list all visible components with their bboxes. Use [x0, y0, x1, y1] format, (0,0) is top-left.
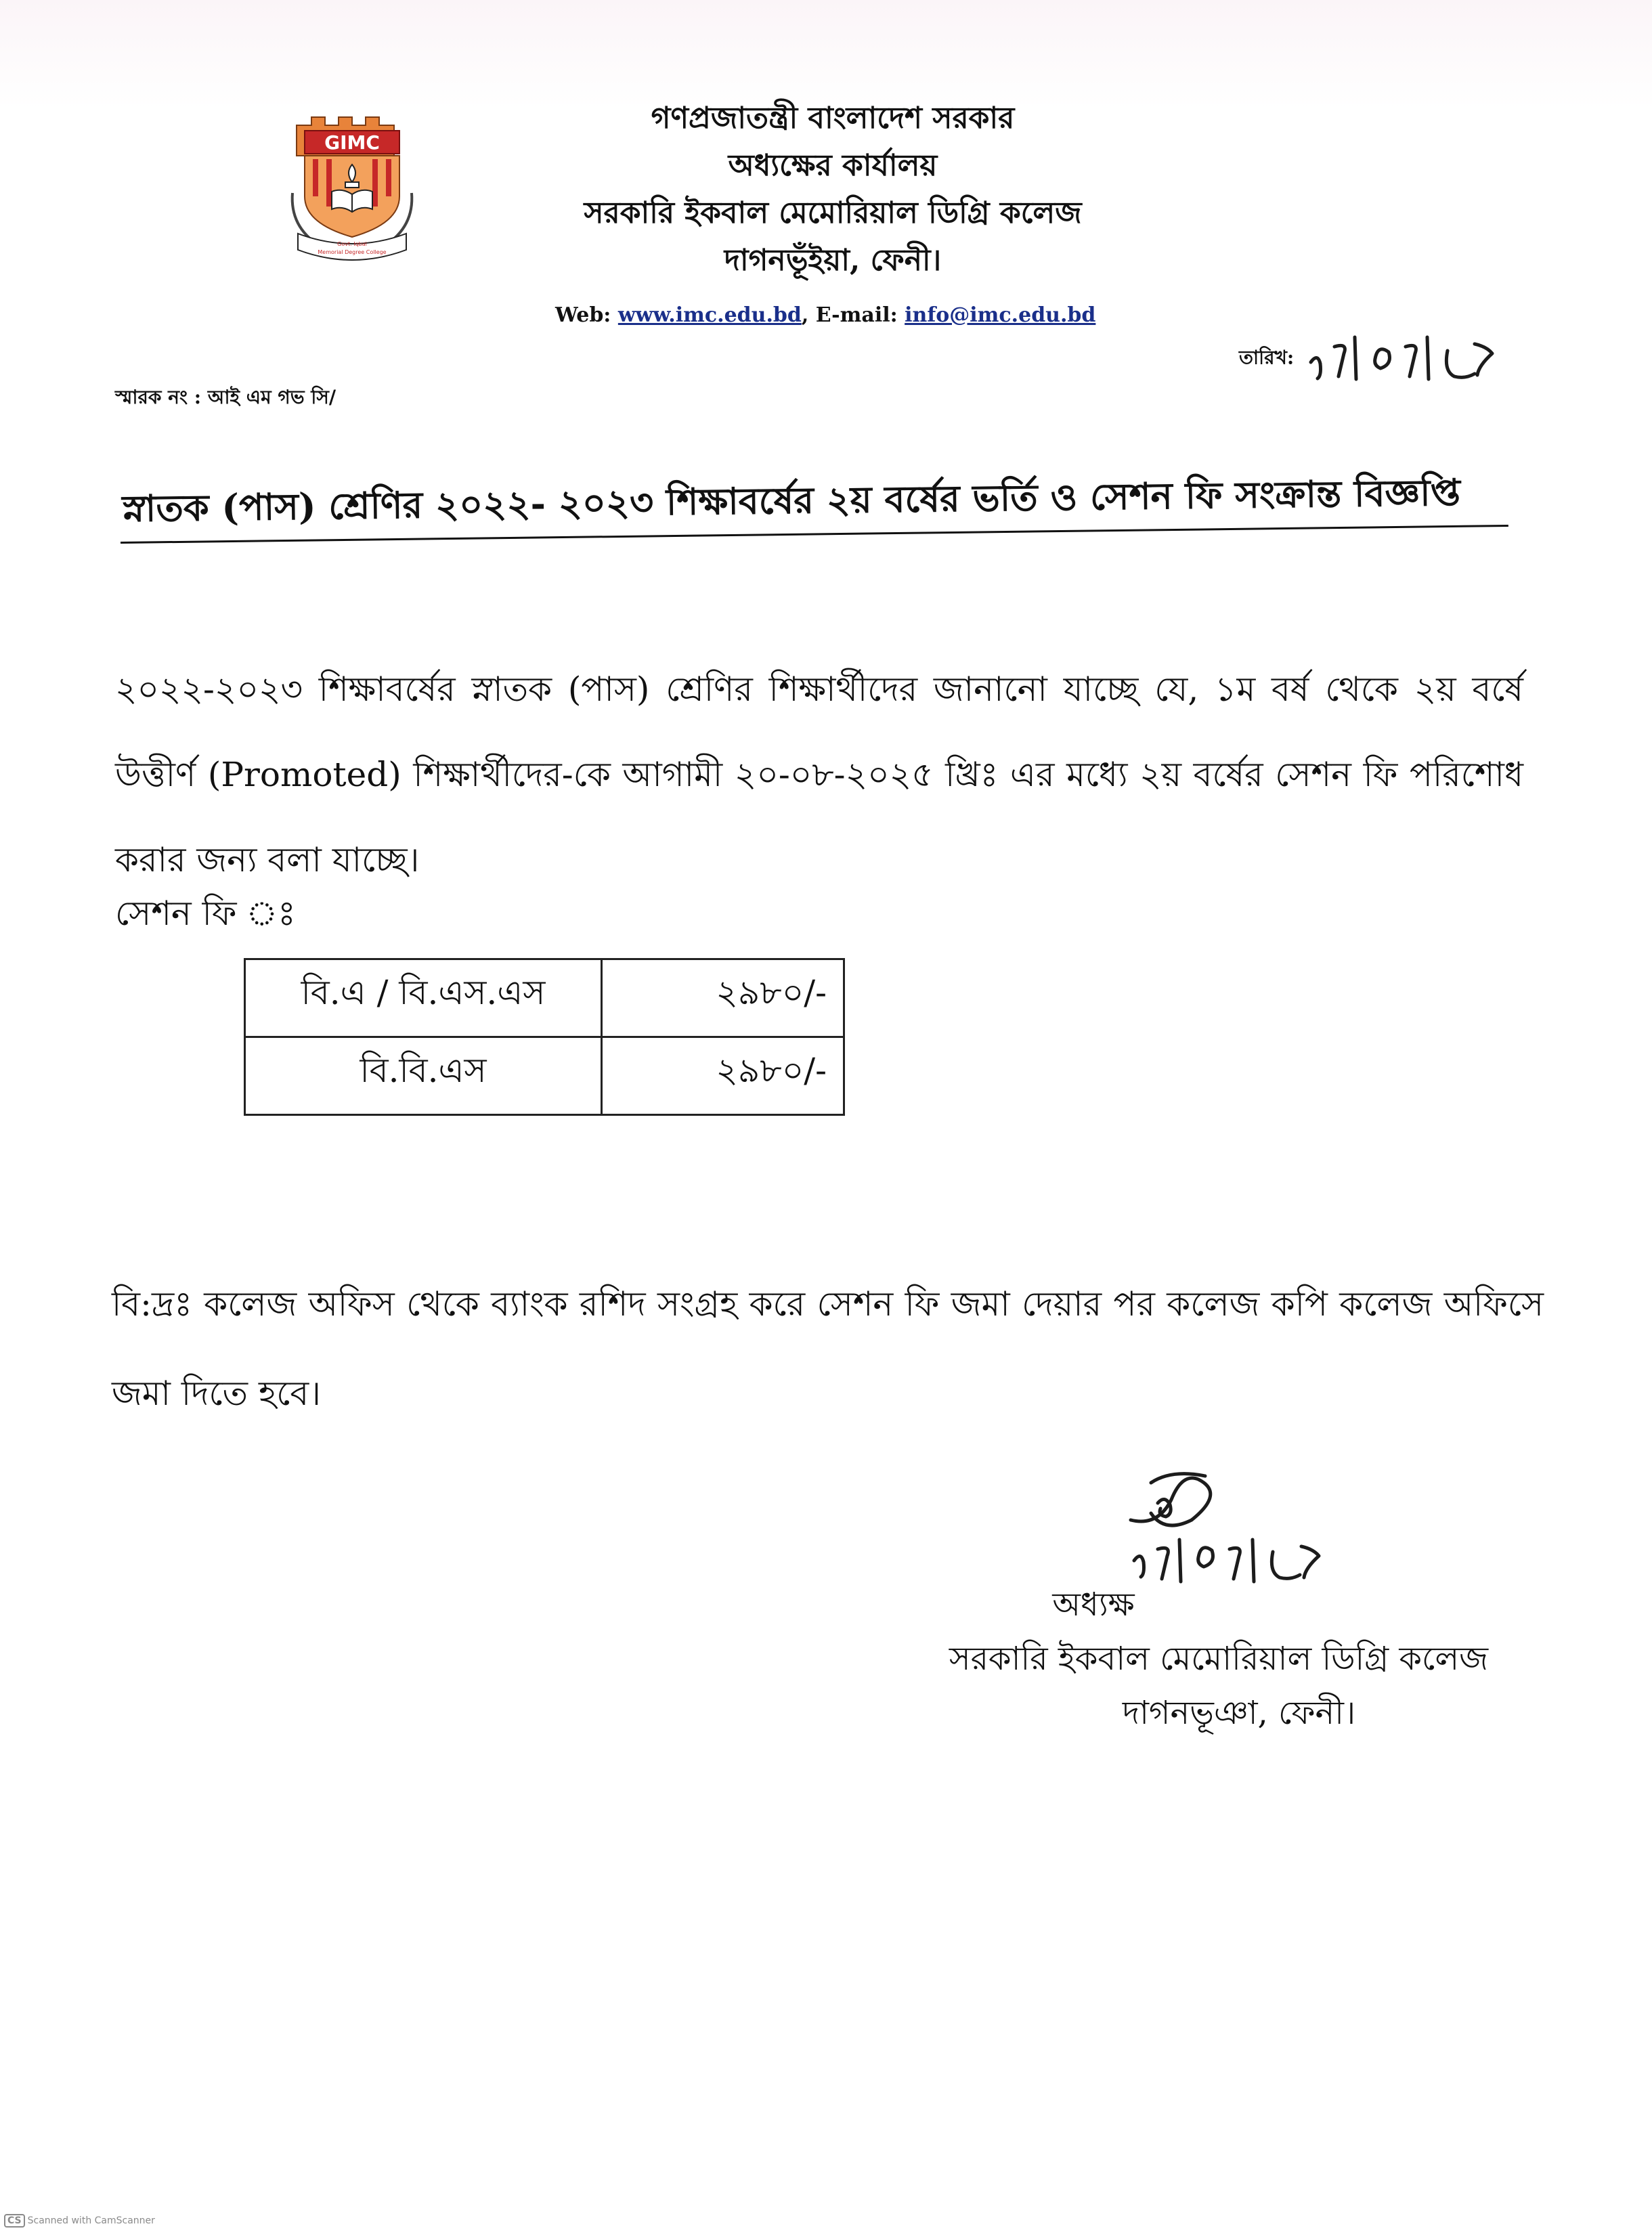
- letterhead: [460, 95, 1205, 284]
- college-name: সরকারি ইকবাল মেমোরিয়াল ডিগ্রি কলেজ: [584, 196, 1082, 230]
- program-cell: বি.এ / বি.এস.এস: [245, 959, 602, 1037]
- svg-text:Govt. Iqbal: Govt. Iqbal: [337, 241, 367, 247]
- date-field: [1239, 332, 1568, 386]
- notice-subject: স্নাতক (পাস) শ্রেণির ২০২২- ২০২৩ শিক্ষাবর্ষের ২য় বর্ষের ভর্তি ও সেশন ফি সংক্রান্ত বিজ্ঞপ্তি: [122, 470, 1461, 530]
- footnote: বি:দ্রঃ কলেজ অফিস থেকে ব্যাংক রশিদ সংগ্রহ করে সেশন ফি জমা দেয়ার পর কলেজ কপি কলেজ অফিসে জমা দিতে হবে।: [112, 1284, 1544, 1413]
- signature-block: [880, 1578, 1557, 1740]
- email-label: , E-mail:: [801, 303, 898, 327]
- session-fee-label: সেশন ফি ঃ: [115, 894, 296, 933]
- website-link[interactable]: www.imc.edu.bd: [617, 303, 802, 327]
- govt-name: গণপ্রজাতন্ত্রী বাংলাদেশ সরকার: [651, 101, 1015, 135]
- web-label: Web:: [555, 303, 611, 327]
- camscanner-icon: CS: [4, 2214, 25, 2228]
- notice-body: ২০২২-২০২৩ শিক্ষাবর্ষের স্নাতক (পাস) শ্রেণির শিক্ষার্থীদের জানানো যাচ্ছে যে, ১ম বর্ষ থেকে ২য় বর্ষে উত্তীর্ণ (Promoted) শিক্ষার্থীদের-কে আগামী ২০-০৮-২০২৫ খ্রিঃ এর মধ্যে ২য় বর্ষের সেশন ফি পরিশোধ করার জন্য বলা যাচ্ছে।: [115, 670, 1523, 879]
- svg-text:Memorial Degree College: Memorial Degree College: [318, 249, 387, 255]
- scan-background-tint: [0, 0, 1652, 108]
- amount-cell: ২৯৮০/-: [602, 959, 844, 1037]
- scanner-watermark: [4, 2214, 155, 2228]
- email-link[interactable]: info@imc.edu.bd: [905, 303, 1096, 327]
- fee-row: [245, 959, 844, 1037]
- principal-title: অধ্যক্ষ: [1052, 1586, 1135, 1624]
- program-cell: বি.বি.এস: [245, 1037, 602, 1115]
- svg-text:GIMC: GIMC: [324, 131, 380, 154]
- fee-table: [244, 958, 845, 1116]
- fee-row: [245, 1037, 844, 1115]
- signature-address: দাগনভূঞা, ফেনী।: [1122, 1694, 1356, 1732]
- amount-cell: ২৯৮০/-: [602, 1037, 844, 1115]
- scanner-text: Scanned with CamScanner: [27, 2215, 155, 2226]
- date-label: তারিখ:: [1239, 346, 1295, 369]
- college-crest-logo: [284, 112, 420, 261]
- handwritten-date: [1297, 332, 1568, 386]
- contact-line: [555, 303, 1095, 327]
- office-name: অধ্যক্ষের কার্যালয়: [728, 148, 938, 183]
- signature-college-name: সরকারি ইকবাল মেমোরিয়াল ডিগ্রি কলেজ: [949, 1640, 1489, 1678]
- college-address: দাগনভূঁইয়া, ফেনী।: [724, 243, 942, 278]
- memo-number: স্মারক নং : আই এম গভ সি/: [115, 386, 336, 408]
